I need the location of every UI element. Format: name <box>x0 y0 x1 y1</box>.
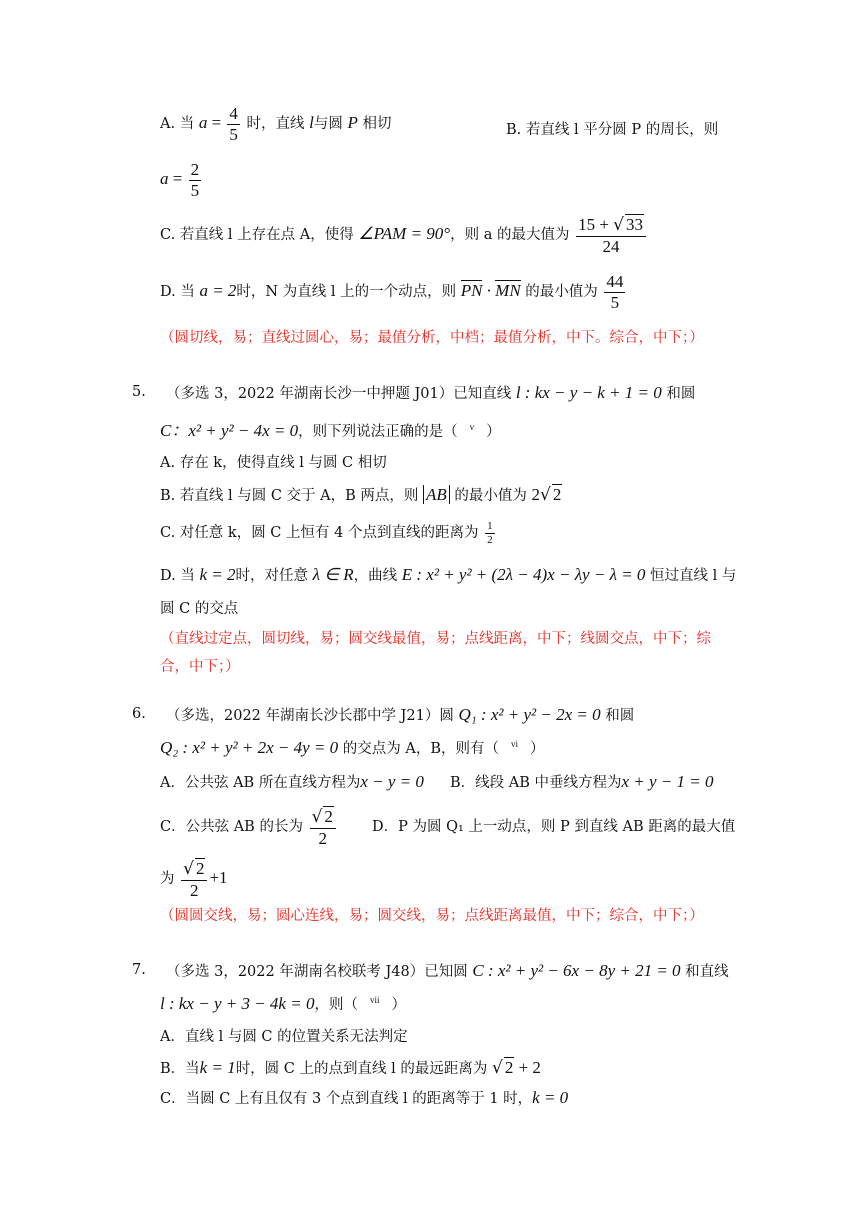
fraction: $\frac{4}{5}$ <box>229 104 238 144</box>
option-d-cont: 圆 C 的交点 <box>160 601 239 617</box>
fraction: $\frac{√ 2}{2}$ <box>181 858 207 900</box>
fraction: $\frac{√ 2}{2}$ <box>310 806 336 848</box>
option-b: B．线段 AB 中垂线方程为x + y − 1 = 0 <box>450 772 714 791</box>
question-5-stem-cont: C：x² + y² − 4x = 0，则下列说法正确的是（ $^v$ ） <box>160 421 501 440</box>
option-d: D．P 为圆 Q₁ 上一动点，则 P 到直线 AB 距离的最大值 <box>372 819 736 835</box>
difficulty-note: （直线过定点，圆切线，易；圆交线最值，易；点线距离，中下；线圆交点，中下；综 <box>160 631 711 647</box>
fraction: $\frac{1}{2}$ <box>487 520 493 546</box>
option-d-cont: 为 $\frac{√ 2}{2}$ +1 <box>160 859 228 900</box>
question-number: 6. <box>132 706 146 722</box>
fraction: $\frac{2}{5}$ <box>190 160 200 200</box>
option-a: A．公共弦 AB 所在直线方程为x − y = 0 <box>160 772 424 791</box>
option-d: D. 当 k = 2时，对任意 λ ∈ R，曲线 E : x² + y² + (2λ − 4)x − λy − λ = 0 恒过直线 l 与 <box>160 565 737 584</box>
difficulty-note: （圆切线，易；直线过圆心，易；最值分析，中档；最值分析，中下。综合，中下；） <box>160 330 704 346</box>
option-d-prev: D. 当 a = 2时，N 为直线 l 上的一个动点，则 PN · MN 的最小值为 $\frac{44}{5}$ <box>160 272 624 312</box>
option-b-prev: B. 若直线 l 平分圆 P 的周长，则 <box>506 122 719 138</box>
question-7-stem: （多选 3，2022 年湖南名校联考 J48）已知圆 C : x² + y² − 6x − 8y + 21 = 0 和直线 <box>166 961 729 980</box>
fraction: $\frac{15 + √ 33}{24}$ <box>576 214 646 256</box>
option-a-prev: A. 当 a = $\frac{4}{5}$ 时，直线 l与圆 P 相切 <box>160 104 392 144</box>
fraction: $\frac{44}{5}$ <box>606 272 624 312</box>
option-a: A. 存在 k，使得直线 l 与圆 C 相切 <box>160 455 387 471</box>
option-b: B. 若直线 l 与圆 C 交于 A，B 两点，则 AB 的最小值为 2√ 2 <box>160 485 562 505</box>
question-6-stem: （多选，2022 年湖南长沙长郡中学 J21）圆 Q₁ : x² + y² − 2x = 0 和圆 <box>166 705 635 724</box>
option-c-prev: C. 若直线 l 上存在点 A，使得 ∠PAM = 90°，则 a 的最大值为 $\frac{15 + √ 33}{24}$ <box>160 214 648 256</box>
question-7-stem-cont: l : kx − y + 3 − 4k = 0，则（ $^{vii}$ ） <box>160 994 406 1013</box>
difficulty-note: 合，中下；） <box>160 659 240 675</box>
question-number: 7. <box>132 962 146 978</box>
option-c: C. 对任意 k，圆 C 上恒有 4 个点到直线的距离为 $\frac{1}{2}$ <box>160 520 493 546</box>
question-6-stem-cont: Q₂ : x² + y² + 2x − 4y = 0 的交点为 A，B，则有（ $^{vi}$ ） <box>160 738 545 757</box>
difficulty-note: （圆圆交线，易；圆心连线，易；圆交线，易；点线距离最值，中下；综合，中下；） <box>160 908 704 924</box>
option-b-prev-cont: a = $\frac{2}{5}$ <box>160 160 200 200</box>
question-number: 5. <box>132 384 146 400</box>
question-5-stem: （多选 3，2022 年湖南长沙一中押题 J01）已知直线 l : kx − y − k + 1 = 0 和圆 <box>166 383 696 402</box>
option-c: C．当圆 C 上有且仅有 3 个点到直线 l 的距离等于 1 时，k = 0 <box>160 1088 569 1107</box>
option-a: A．直线 l 与圆 C 的位置关系无法判定 <box>160 1029 408 1045</box>
option-c: C．公共弦 AB 的长为 $\frac{√ 2}{2}$ <box>160 806 338 848</box>
option-b: B．当k = 1时，圆 C 上的点到直线 l 的最远距离为 √ 2 + 2 <box>160 1058 541 1078</box>
